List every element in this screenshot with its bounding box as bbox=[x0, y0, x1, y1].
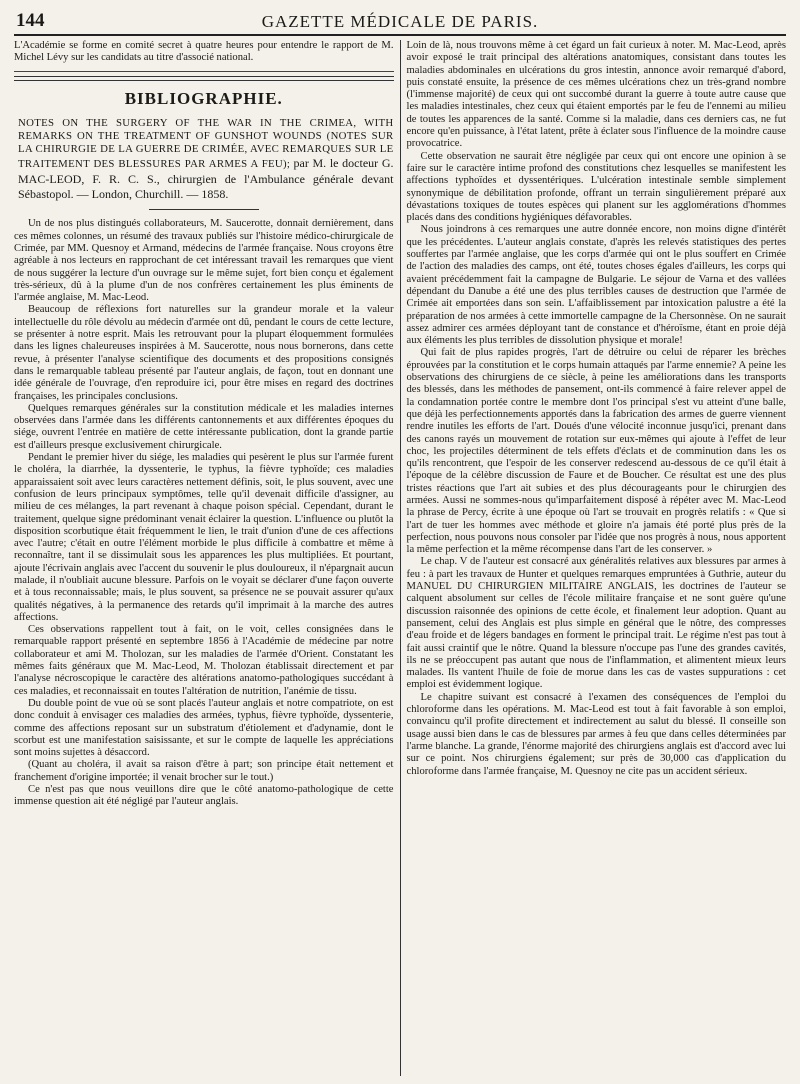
text-columns bbox=[14, 40, 786, 1076]
paragraph: Ces observations rappellent tout à fait, on le voit, celles consignées dans le remarquable rapport présenté en septembre 1856 à l'Académie de médecine par notre collaborateur et ami M. Tholozan, sur les maladies de l'armée d'Orient. Constatant les mêmes faits généraux que M. Mac-Leod, M. Tholozan établissait directement et par l'analyse nécroscopique le caractère des altérations anatomo-pathologiques succédant à ces maladies, et reconnaissait en toutes l'altération de nutrition, l'anémie de tissu. bbox=[14, 624, 394, 697]
book-title-text: NOTES ON THE SURGERY OF THE WAR IN THE CRIMEA, WITH REMARKS ON THE TREATMENT OF GUNSHOT WOUNDS (NOTES SUR LA CHIRURGIE DE LA GUERRE DE CRIMÉE, AVEC REMARQUES SUR LE TRAITEMENT DES BLESSURES PAR ARMES A FEU); bbox=[18, 116, 394, 171]
paragraph: (Quant au choléra, il avait sa raison d'être à part; son principe était nettement et franchement d'origine importée; il venait brocher sur le tout.) bbox=[14, 759, 394, 783]
paragraph: Un de nos plus distingués collaborateurs, M. Saucerotte, donnait dernièrement, dans ces mêmes colonnes, un résumé des travaux publiés sur l'histoire médico-chirurgicale de Crimée, par MM. Quesnoy et Armand, médecins de l'armée française. Nous croyons être agréable à nos lecteurs en rapprochant de cet intéressant travail les remarques que vient de nous suggérer la lecture d'un ouvrage sur le même sujet, fort bien conçu et également très-sérieux, dû à la plume d'un de nos confrères certainement les plus éminents de l'armée anglaise, M. Mac-Leod. bbox=[14, 218, 394, 304]
paragraph: Ce n'est pas que nous veuillons dire que le côté anatomo-pathologique de cette immense question ait été négligé par l'auteur anglais. bbox=[14, 784, 394, 808]
paragraph: Cette observation ne saurait être négligée par ceux qui ont encore une opinion à se faire sur le caractère intime profond des constitutions chez lesquelles se manifestent les affections typhoïdes et dyssentériques. L'ulcération intestinale semble simplement synonymique de débilitation profonde, offrant un terrain singulièrement préparé aux dévastations toxiques de toutes espèces qui planent sur les agglomérations d'hommes placés dans des conditions hygiéniques défavorables. bbox=[406, 150, 786, 224]
paragraph: Quelques remarques générales sur la constitution médicale et les maladies internes observées dans l'armée dans les différents cantonnements et aux différentes époques du siége, ouvrent l'entrée en matière de cette intéressante publication, dont la grande partie est d'ailleurs presque exclusivement chirurgicale. bbox=[14, 402, 394, 451]
paragraph: Du double point de vue où se sont placés l'auteur anglais et notre compatriote, on est donc conduit à envisager ces maladies des armées, typhus, fièvre typhoïde, dyssenterie, comme des affections reposant sur un substratum d'étiolement et d'adynamie, dont le scorbut est une manifestation saisissante, et sur le compte de laquelle les appréciations sont moins sujettes à désaccord. bbox=[14, 697, 394, 759]
paragraph: Loin de là, nous trouvons même à cet égard un fait curieux à noter. M. Mac-Leod, après avoir exposé le trait principal des altérations anatomiques, consistant dans toutes les maladies abdominales en ulcérations du gros intestin, annonce avoir remarqué d'abord, puis constaté ensuite, la présence de ces mêmes ulcérations chez un très-grand nombre (l'immense majorité) de ceux qui ont succombé durant la guerre à toute autre cause que les maladies intestinales, chez ceux qui étaient emportés par le feu de l'ennemi au milieu de toutes les apparences de la santé. Comme si la maladie, dans ces derniers cas, ne fut encore qu'en puissance, à l'état latent, prête à éclater sous l'influence de la moindre cause provocatrice. bbox=[406, 40, 786, 150]
book-title bbox=[14, 117, 394, 203]
page-header bbox=[14, 8, 786, 36]
paragraph: Pendant le premier hiver du siége, les maladies qui pesèrent le plus sur l'armée furent le choléra, la diarrhée, la dyssenterie, le typhus, la fièvre typhoïde; ces maladies apparaissaient soit avec leurs caractères nettement définis, soit, le plus souvent, avec une confusion de leurs principaux symptômes, telle qu'il devenait difficile d'assigner, au milieu de ces mélanges, la part revenant à chaque poison spécial. Cependant, durant le traitement, quelque signe prédominant venait éclairer la question. L'influence ou plutôt la disposition scorbutique était fréquemment le lien, le trait d'union d'une de ces affections avec l'autre; c'était en outre l'élément morbide le plus difficile à combattre et même à reconnaître, tant il se dissimulait sous les apparences les plus multipliées. Et pourtant, ajoute l'écrivain anglais avec l'accent du souvenir le plus douloureux, il n'épargnait aucun malade, il n'oubliait aucune blessure. Parfois on le voyait se déclarer d'une façon ouverte et à tous reconnaissable; mais, le plus souvent, sa présence ne se pouvait assurer qu'aux qualités négatives, à la permanence des retards qu'il imprimait à la marche des autres affections. bbox=[14, 452, 394, 623]
paragraph: Qui fait de plus rapides progrès, l'art de détruire ou celui de réparer les brèches éprouvées par la constitution et le corps humain attaqués par l'arme ennemie? A peine les observations des chirurgiens de ce siècle, à peine les améliorations dans les transports des blessés, dans les méthodes de pansement, ont-ils commencé à faire relever appel de la condamnation portée contre le membre dont l'os principal s'est vu atteint d'une balle, que déjà les perfectionnements apportés dans la fabrication des armes de guerre viennent rendre inutiles les efforts de l'art. Doués d'une vélocité inconnue jusqu'ici, prenant dans des canons rayés un mouvement de rotation sur eux-mêmes qui ajoute à l'effet de leur choc, les projectiles déterminent de tels effets d'éclats et de comminution dans les os qu'ils rencontrent, que l'espoir de les conserver redescend au-dessous de ce qu'il était à l'époque de la célèbre discussion de Faure et de Boucher. Ce résultat est une des plus tristes réactions que l'art ait subies et des plus décourageants pour le chirurgien des armées. Aussi ne sommes-nous qu'imparfaitement disposé à répéter avec M. Mac-Leod la phrase de Percy, écrite à une époque où l'art se trouvait en progrès relatifs : « Que si l'art de tuer les hommes avec méthode et gloire n'a jamais été porté plus près de la perfection, nous pouvons nous consoler par l'idée que nos progrès à nous, nous apportent la même perfection et la même récompense dans l'art de les conserver. » bbox=[406, 347, 786, 556]
section-title: BIBLIOGRAPHIE. bbox=[124, 88, 283, 108]
paragraph: Nous joindrons à ces remarques une autre donnée encore, non moins digne d'intérêt que les précédentes. L'auteur anglais constate, d'après les relevés statistiques des pertes souffertes par l'armée anglaise, que les corps d'armée qui ont le plus souffert en Crimée de l'action des maladies des camps, ont été, toutes choses égales d'ailleurs, les corps qui avaient précédemment fait la campagne de Bulgarie. Le séjour de Varna et des vallées dépendant du Danube a été une des plus terribles causes de destruction que l'armée de Crimée ait emportées dans son sein. L'affaiblissement par intoxication palustre a été la préparation de nos armées à cette immortelle campagne de la Chersonnèse. On ne saurait assez admirer ces armées déployant tant de constance et d'héroïsme, étant en proie déjà aux éléments les plus terribles de dissolution physique et morale! bbox=[406, 224, 786, 347]
book-author: par M. le docteur G. MAC-LEOD, F. R. C. S., chirurgien de l'Ambulance générale devant Sébastopol. — London, Churchill. — 1858. bbox=[18, 156, 394, 202]
paragraph: Beaucoup de réflexions fort naturelles sur la grandeur morale et la valeur intellectuelle du rôle dévolu au médecin d'armée ont dû, pendant le cours de cette lecture, se présenter à notre esprit. Mais les retrouvant pour la plupart éloquemment formulées dans les lignes chaleureuses inspirées à M. Saucerotte, nous nous bornerons, dans cette revue, à présenter l'analyse scientifique des documents et des propositions consignés dans le remarquable tableau présenté par l'auteur anglais, de façon, tout en donnant une idée générale de l'ouvrage, d'en reproduire ici, pour être mises en regard des doctrines françaises, les principales conclusions. bbox=[14, 304, 394, 402]
academy-notice: L'Académie se forme en comité secret à quatre heures pour entendre le rapport de M. Michel Lévy sur les candidats au titre d'associé national. bbox=[14, 40, 394, 72]
page-number: 144 bbox=[16, 10, 45, 31]
right-column bbox=[401, 40, 787, 1076]
section-divider bbox=[14, 76, 394, 81]
journal-title: GAZETTE MÉDICALE DE PARIS. bbox=[261, 12, 539, 31]
paragraph: Le chap. V de l'auteur est consacré aux généralités relatives aux blessures par armes à feu : à part les travaux de Hunter et quelques remarques empruntées à Guthrie, auteur du MANUEL DU CHIRURGIEN MILITAIRE ANGLAIS, les doctrines de l'auteur se calquent absolument sur celles de l'école militaire française et ne sont guère qu'une discussion raisonnée des opinions de cette école, et finalement leur adoption. Quant au pansement, celui des Anglais est plus simple en général que le nôtre, des compresses d'eau froide et de légers bandages en forment le principal trait. Le régime n'est pas tout à fait aussi craintif que le nôtre. Quand la blessure n'occupe pas l'une des grandes cavités, ils ne se préoccupent pas autant que nous de l'inflammation, et alimentent mieux leurs malades. Ils vantent l'huile de foie de morue dans les cas de vastes suppurations : cet emploi est évidemment logique. bbox=[406, 556, 786, 691]
paragraph: Le chapitre suivant est consacré à l'examen des conséquences de l'emploi du chloroforme dans les opérations. M. Mac-Leod est tout à fait favorable à son emploi, convaincu qu'il profite directement et indirectement au salut du blessé. Il conseille son usage aussi bien dans le cas de blessures par armes à feu que dans celles déterminées par l'arme blanche. La grande, l'énorme majorité des chirurgiens anglais est d'accord avec lui sur ce point. Nos chirurgiens également; sur près de 30,000 cas d'application du chloroforme dans l'armée française, M. Quesnoy ne cite pas un accident sérieux. bbox=[406, 691, 786, 777]
title-divider bbox=[149, 209, 259, 210]
left-column bbox=[14, 40, 401, 1076]
